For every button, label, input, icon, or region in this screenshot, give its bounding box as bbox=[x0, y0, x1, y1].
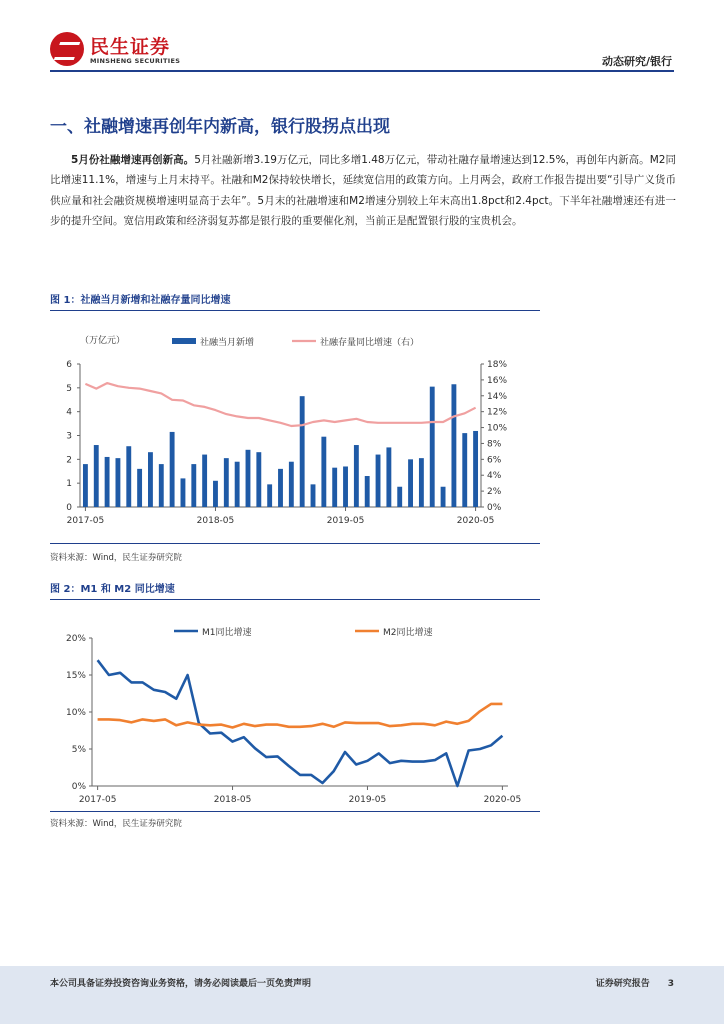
chart1-left-tick-label: 5 bbox=[66, 383, 72, 394]
chart1-bar bbox=[473, 431, 478, 507]
figure1-chart bbox=[50, 318, 540, 540]
chart1-bar bbox=[246, 450, 251, 507]
chart1-bar bbox=[441, 487, 446, 507]
chart1-legend-bar-swatch bbox=[172, 338, 196, 344]
footer-page-number: 3 bbox=[667, 979, 674, 989]
chart1-bar bbox=[430, 387, 435, 507]
chart1-bar bbox=[278, 469, 283, 507]
report-type: 动态研究/银行 bbox=[601, 55, 672, 68]
chart1-bar bbox=[300, 396, 305, 507]
chart2-line-series-2 bbox=[98, 704, 503, 728]
chart1-left-axis-unit: （万亿元） bbox=[80, 336, 126, 346]
chart1-right-tick-label: 6% bbox=[487, 455, 502, 466]
chart1-left-tick-label: 4 bbox=[66, 407, 72, 418]
chart1-right-tick-label: 12% bbox=[487, 407, 508, 418]
figure2-top-rule bbox=[50, 599, 540, 600]
footer-disclaimer: 本公司具备证券投资咨询业务资格，请务必阅读最后一页免责声明 bbox=[50, 979, 312, 989]
chart1-bar bbox=[181, 478, 186, 507]
chart2-x-tick-label: 2018-05 bbox=[213, 795, 252, 805]
chart1-x-tick-label: 2019-05 bbox=[326, 516, 365, 526]
figure2-title: 图 2：M1 和 M2 同比增速 bbox=[50, 584, 175, 595]
chart2-y-tick-label: 10% bbox=[65, 708, 86, 718]
company-logo bbox=[50, 30, 190, 70]
chart1-x-tick-label: 2018-05 bbox=[196, 516, 235, 526]
chart1-left-tick-label: 6 bbox=[66, 360, 72, 370]
chart1-legend-bar-label: 社融当月新增 bbox=[200, 338, 255, 348]
chart1-bar bbox=[224, 458, 229, 507]
chart1-right-tick-label: 18% bbox=[487, 360, 508, 370]
chart1-bar bbox=[235, 462, 240, 507]
chart1-bar bbox=[321, 437, 326, 507]
chart2-x-tick-label: 2019-05 bbox=[348, 795, 387, 805]
chart2-x-tick-label: 2017-05 bbox=[78, 795, 117, 805]
chart1-bar bbox=[311, 484, 316, 507]
chart1-bar bbox=[267, 484, 272, 507]
chart1-x-tick-label: 2017-05 bbox=[66, 516, 105, 526]
chart1-bar bbox=[451, 384, 456, 507]
chart2-legend-m2-label: M2同比增速 bbox=[383, 628, 433, 638]
chart1-bar bbox=[332, 468, 337, 507]
chart1-bar bbox=[170, 432, 175, 507]
chart1-right-tick-label: 8% bbox=[487, 439, 502, 450]
chart1-right-tick-label: 14% bbox=[487, 391, 508, 402]
chart1-line-series bbox=[85, 383, 475, 426]
chart1-bar bbox=[105, 457, 110, 507]
figure1-top-rule bbox=[50, 310, 540, 311]
chart1-bar bbox=[115, 458, 120, 507]
footer-right bbox=[596, 976, 674, 989]
chart2-y-tick-label: 5% bbox=[71, 745, 86, 755]
chart1-right-tick-label: 4% bbox=[487, 471, 502, 482]
figure2-chart bbox=[50, 610, 540, 810]
chart1-right-tick-label: 2% bbox=[487, 487, 502, 498]
figure2-source: 资料来源：Wind，民生证券研究院 bbox=[50, 819, 182, 829]
logo-text-cn: 民生证券 bbox=[90, 36, 171, 58]
logo-text-en: MINSHENG SECURITIES bbox=[90, 57, 181, 65]
chart1-right-tick-label: 0% bbox=[487, 503, 502, 513]
chart1-bar bbox=[354, 445, 359, 507]
chart1-left-tick-label: 0 bbox=[66, 503, 72, 513]
figure1-title: 图 1：社融当月新增和社融存量同比增速 bbox=[50, 295, 231, 306]
chart2-x-tick-label: 2020-05 bbox=[483, 795, 522, 805]
chart1-right-tick-label: 10% bbox=[487, 423, 508, 434]
chart1-bar bbox=[83, 464, 88, 507]
chart1-bar bbox=[376, 455, 381, 507]
chart2-y-tick-label: 15% bbox=[65, 671, 86, 681]
figure2-bottom-rule bbox=[50, 811, 540, 812]
chart1-bar bbox=[408, 459, 413, 507]
chart1-bar bbox=[343, 466, 348, 507]
chart1-right-tick-label: 16% bbox=[487, 375, 508, 386]
chart1-bar bbox=[289, 462, 294, 507]
chart1-x-tick-label: 2020-05 bbox=[456, 516, 495, 526]
chart1-bar bbox=[159, 464, 164, 507]
chart1-bar bbox=[94, 445, 99, 507]
chart1-bar bbox=[462, 433, 467, 507]
chart2-legend-m1-label: M1同比增速 bbox=[202, 628, 252, 638]
chart1-bar bbox=[386, 447, 391, 507]
chart1-left-tick-label: 1 bbox=[66, 479, 72, 490]
chart1-bar bbox=[213, 481, 218, 507]
chart1-left-tick-label: 2 bbox=[66, 455, 72, 466]
chart1-bar bbox=[365, 476, 370, 507]
header-divider bbox=[50, 70, 674, 72]
figure1-bottom-rule bbox=[50, 543, 540, 544]
paragraph-lead: 5月份社融增速再创新高。 bbox=[71, 154, 195, 166]
chart2-y-tick-label: 20% bbox=[65, 634, 86, 644]
section-title: 一、社融增速再创年内新高，银行股拐点出现 bbox=[50, 117, 390, 137]
footer-report-label: 证券研究报告 bbox=[595, 979, 650, 989]
footer-band bbox=[0, 966, 724, 1024]
chart1-legend-line-label: 社融存量同比增速（右） bbox=[320, 338, 420, 348]
chart1-bar bbox=[137, 469, 142, 507]
body-paragraph bbox=[50, 150, 676, 232]
chart1-bar bbox=[191, 464, 196, 507]
chart1-bar bbox=[148, 452, 153, 507]
chart1-bar bbox=[256, 452, 261, 507]
logo-icon bbox=[50, 32, 84, 66]
chart1-bar bbox=[397, 487, 402, 507]
paragraph-body: 5月社融新增3.19万亿元，同比多增1.48万亿元，带动社融存量增速达到12.5%，再创年内新高。M2同比增速11.1%，增速与上月末持平。社融和M2保持较快增长，延续宽信用的政策方向。上月两会，政府工作报告提出要“引导广义货币供应量和社会融资规模增速明显高于去年”。5月末的社融增速和M2增速分别较上年末高出1.8pct和2.4pct。下半年社融增速还有进一步的提升空间。宽信用政策和经济弱复苏都是银行股的重要催化剂，当前正是配置银行股的宝贵机会。 bbox=[50, 154, 676, 228]
chart1-bar bbox=[126, 446, 131, 507]
chart1-bar bbox=[419, 458, 424, 507]
chart1-bar bbox=[202, 455, 207, 507]
figure1-source: 资料来源：Wind，民生证券研究院 bbox=[50, 553, 182, 563]
chart1-left-tick-label: 3 bbox=[66, 431, 72, 442]
chart2-y-tick-label: 0% bbox=[71, 782, 86, 792]
